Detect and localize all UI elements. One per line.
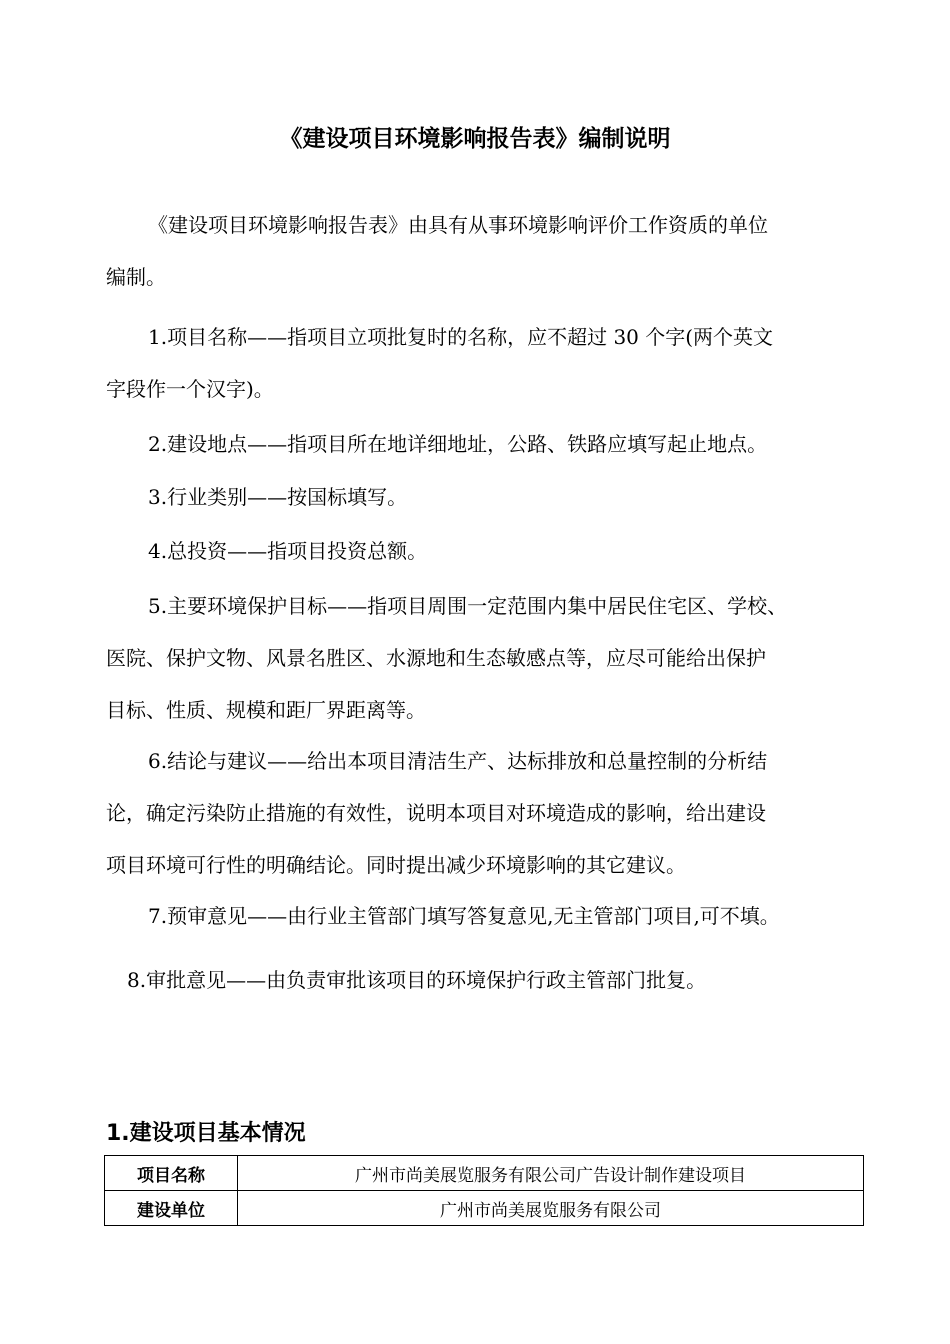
item-line: 目标、性质、规模和距厂界距离等。 bbox=[106, 698, 426, 722]
table-row bbox=[105, 1191, 864, 1226]
item-approval bbox=[106, 954, 856, 1006]
item-line: 项目环境可行性的明确结论。同时提出减少环境影响的其它建议。 bbox=[106, 853, 686, 877]
project-info-table bbox=[104, 1155, 864, 1226]
item-industry bbox=[106, 471, 856, 523]
intro-line: 《建设项目环境影响报告表》由具有从事环境影响评价工作资质的单位 bbox=[148, 213, 768, 237]
intro-line: 编制。 bbox=[106, 265, 166, 289]
item-line: 4.总投资——指项目投资总额。 bbox=[148, 539, 428, 563]
item-conclusion bbox=[106, 735, 856, 891]
item-line: 论，确定污染防止措施的有效性，说明本项目对环境造成的影响，给出建设 bbox=[106, 801, 766, 825]
item-line: 6.结论与建议——给出本项目清洁生产、达标排放和总量控制的分析结 bbox=[148, 749, 768, 773]
table-row bbox=[105, 1156, 864, 1191]
row-label: 建设单位 bbox=[105, 1191, 238, 1226]
item-line: 5.主要环境保护目标——指项目周围一定范围内集中居民住宅区、学校、 bbox=[148, 594, 788, 618]
row-value: 广州市尚美展览服务有限公司广告设计制作建设项目 bbox=[238, 1156, 864, 1191]
item-line: 医院、保护文物、风景名胜区、水源地和生态敏感点等，应尽可能给出保护 bbox=[106, 646, 766, 670]
item-line: 2.建设地点——指项目所在地详细地址，公路、铁路应填写起止地点。 bbox=[148, 432, 768, 456]
item-line: 8.审批意见——由负责审批该项目的环境保护行政主管部门批复。 bbox=[127, 968, 707, 992]
row-value: 广州市尚美展览服务有限公司 bbox=[238, 1191, 864, 1226]
item-line: 1.项目名称——指项目立项批复时的名称，应不超过 30 个字(两个英文 bbox=[148, 325, 774, 349]
section-heading: 1.建设项目基本情况 bbox=[106, 1121, 306, 1146]
document-title: 《建设项目环境影响报告表》编制说明 bbox=[279, 126, 671, 152]
item-protection-targets bbox=[106, 580, 856, 736]
item-line: 3.行业类别——按国标填写。 bbox=[148, 485, 408, 509]
item-line: 字段作一个汉字)。 bbox=[106, 377, 274, 401]
item-investment bbox=[106, 525, 856, 577]
row-label: 项目名称 bbox=[105, 1156, 238, 1191]
item-line: 7.预审意见——由行业主管部门填写答复意见,无主管部门项目,可不填。 bbox=[148, 904, 780, 928]
intro-paragraph bbox=[106, 199, 856, 303]
item-location bbox=[106, 418, 856, 470]
item-pre-review bbox=[106, 890, 856, 942]
item-project-name bbox=[106, 311, 856, 415]
